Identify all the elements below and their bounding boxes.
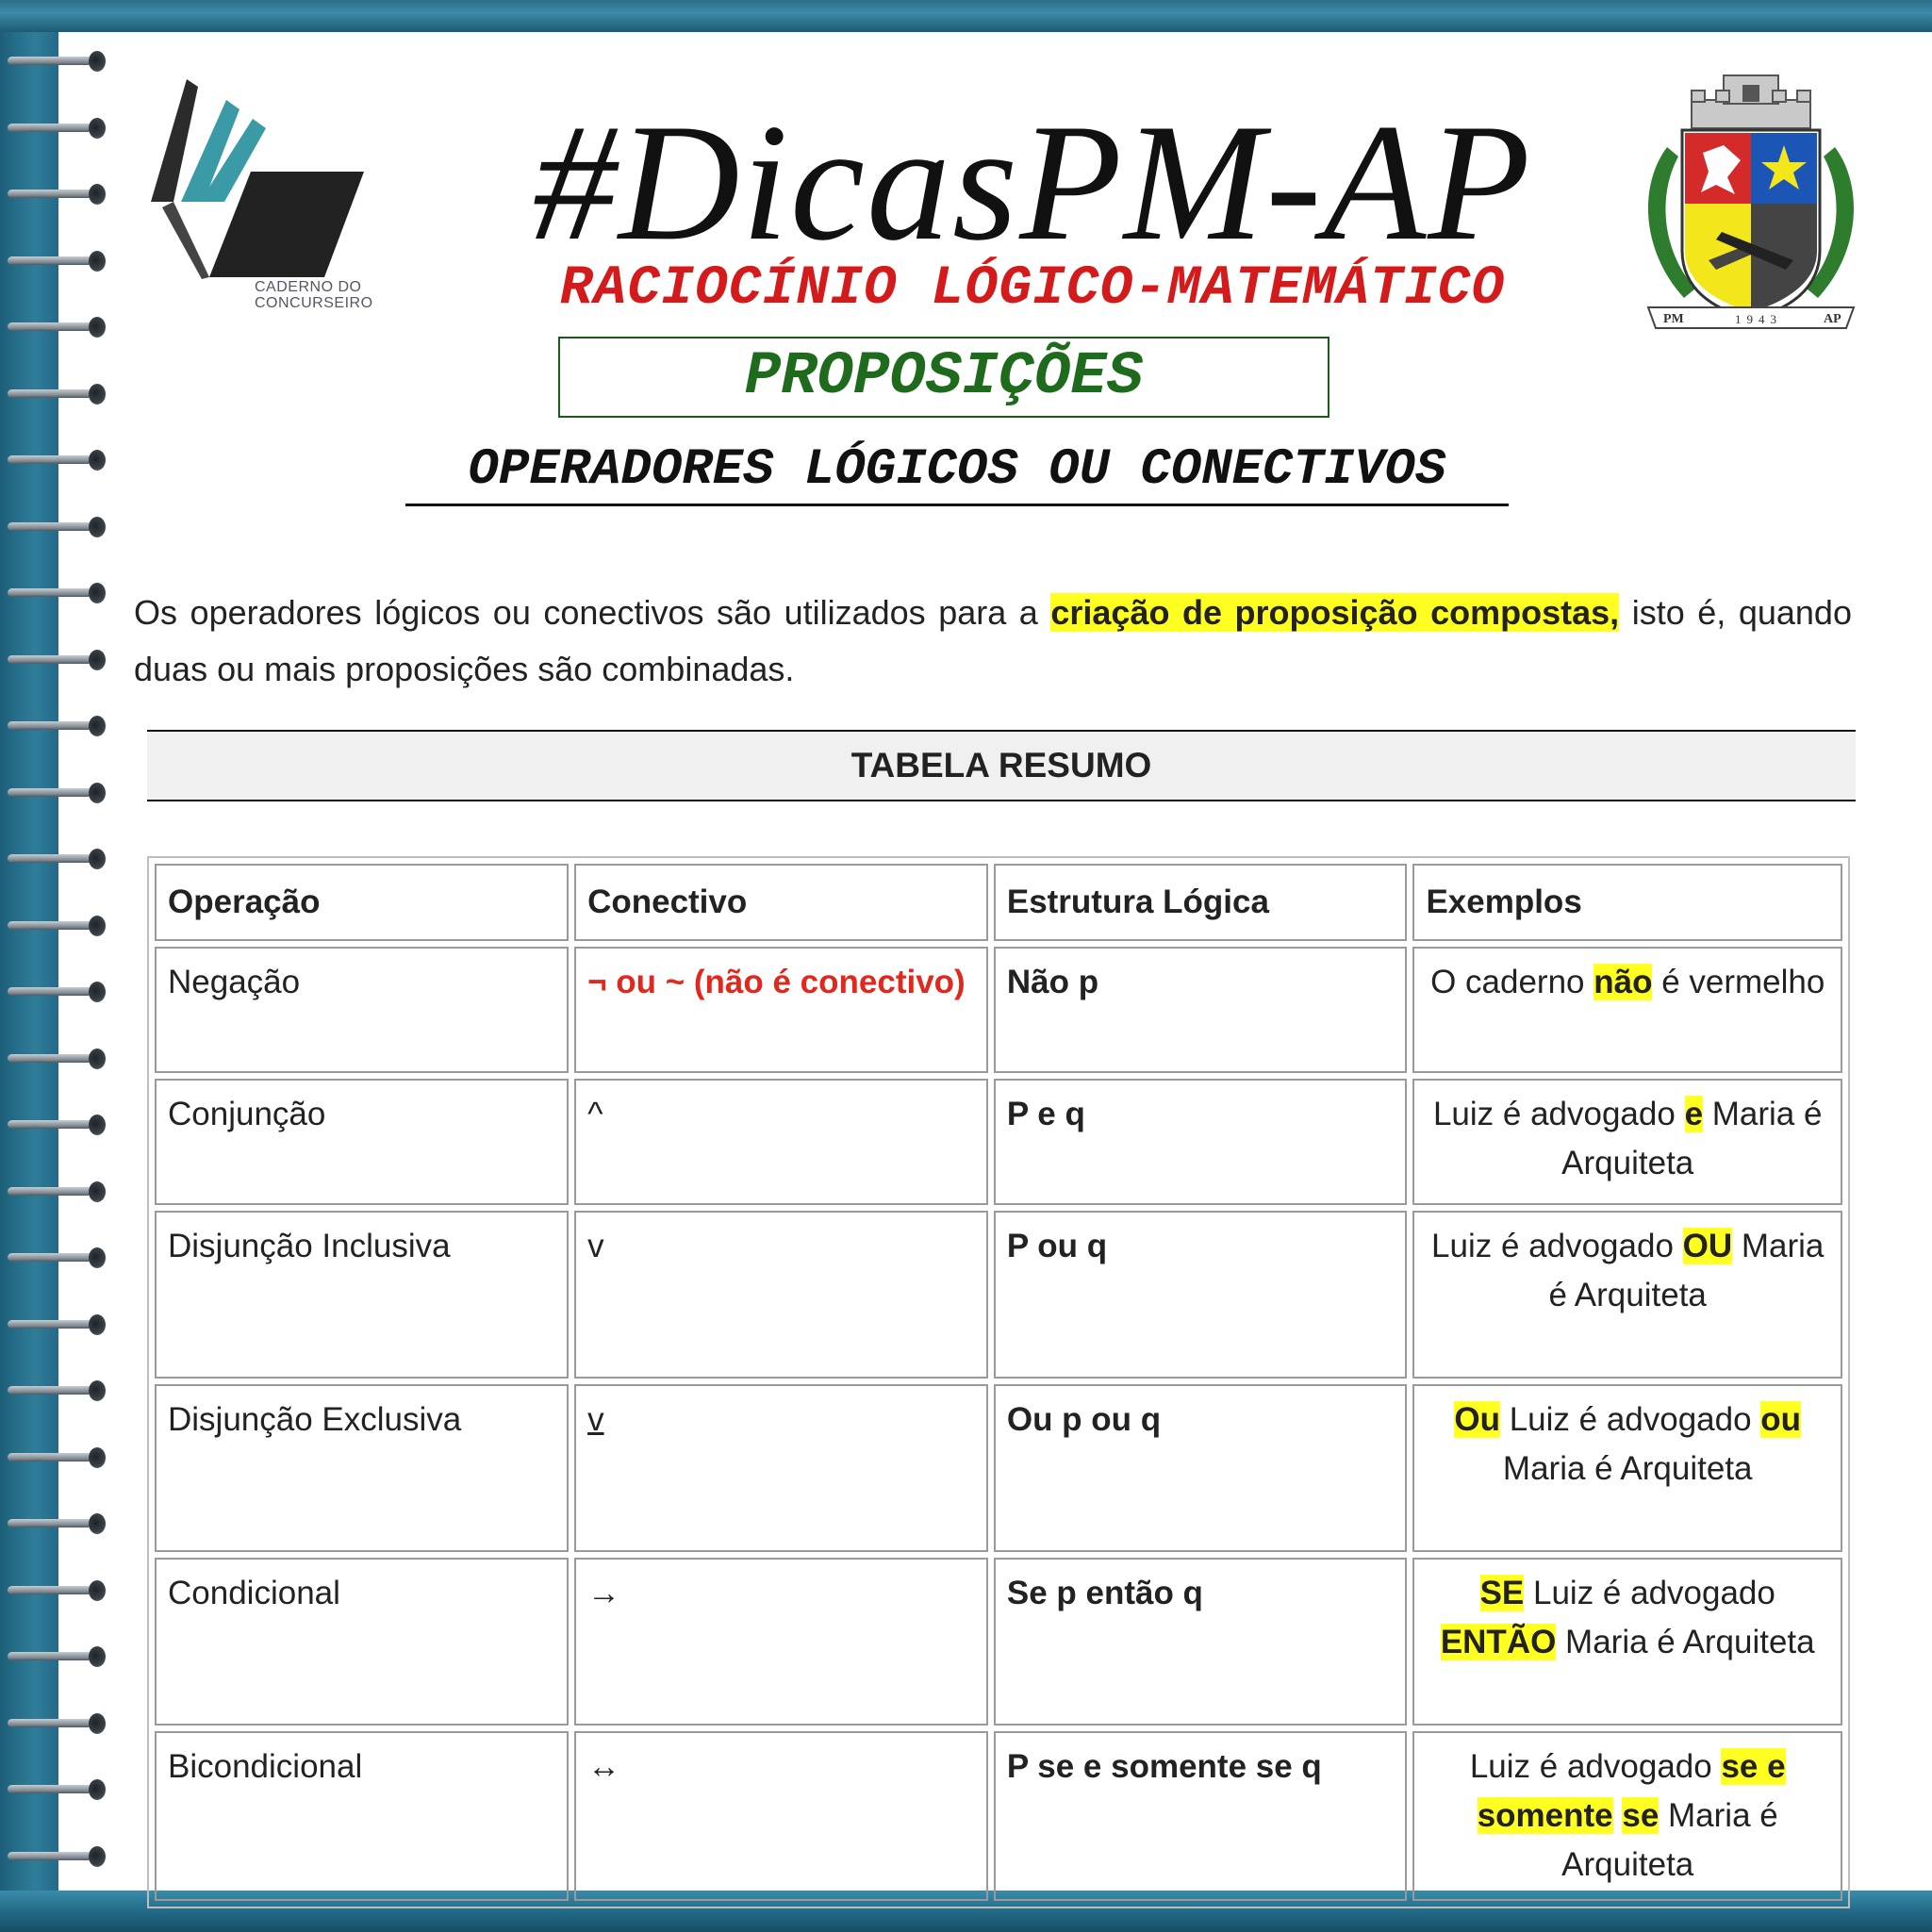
- ring-hole: [89, 517, 106, 537]
- ring-hole: [89, 184, 106, 205]
- ring-hole: [89, 384, 106, 405]
- ring-hole: [89, 1513, 106, 1534]
- table-header-row: [155, 864, 1842, 941]
- ring-wire: [8, 921, 92, 930]
- spiral-ring: [8, 1247, 98, 1268]
- operation-cell: Negação: [155, 947, 569, 1073]
- example-cell: [1412, 1384, 1842, 1552]
- ring-hole: [89, 916, 106, 936]
- ring-wire: [8, 1852, 92, 1860]
- ring-wire: [8, 256, 92, 265]
- example-text: Maria é Arquiteta: [1561, 1797, 1778, 1883]
- ring-hole: [89, 650, 106, 670]
- notebook-page: [113, 32, 1932, 1891]
- ring-wire: [8, 1785, 92, 1793]
- summary-table-title-bar: [147, 730, 1856, 801]
- example-highlight: Ou: [1454, 1401, 1500, 1438]
- structure-cell: Não p: [994, 947, 1408, 1073]
- connective-cell: v: [574, 1211, 988, 1379]
- spiral-ring: [8, 583, 98, 603]
- ring-hole: [89, 1447, 106, 1468]
- spiral-ring: [8, 51, 98, 72]
- emblem-right-label: AP: [1824, 312, 1841, 326]
- caderno-do-concurseiro-logo: [140, 60, 375, 296]
- ring-wire: [8, 1652, 92, 1660]
- spiral-ring: [8, 450, 98, 471]
- ring-hole: [89, 1247, 106, 1268]
- spiral-binding: [0, 38, 113, 1886]
- spiral-ring: [8, 1646, 98, 1667]
- ring-hole: [89, 450, 106, 471]
- ring-wire: [8, 1719, 92, 1727]
- example-text: [1613, 1797, 1623, 1834]
- ring-hole: [89, 1580, 106, 1601]
- example-text: Luiz é advogado: [1499, 1401, 1761, 1438]
- connective-cell: ↔: [574, 1731, 988, 1901]
- example-cell: [1412, 1731, 1842, 1901]
- ring-hole: [89, 1314, 106, 1335]
- example-cell: [1412, 947, 1842, 1073]
- ring-wire: [8, 1120, 92, 1129]
- connective-cell: →: [574, 1558, 988, 1726]
- spiral-ring: [8, 1314, 98, 1335]
- structure-cell: P ou q: [994, 1211, 1408, 1379]
- spiral-ring: [8, 184, 98, 205]
- example-text: Maria é Arquiteta: [1556, 1624, 1815, 1660]
- ring-hole: [89, 1779, 106, 1800]
- spiral-ring: [8, 1115, 98, 1135]
- example-highlight: OU: [1682, 1228, 1733, 1264]
- ring-wire: [8, 1054, 92, 1063]
- spiral-ring: [8, 517, 98, 537]
- table-row: [155, 1211, 1842, 1379]
- ring-wire: [8, 1586, 92, 1594]
- intro-text-start: Os operadores lógicos ou conectivos são utilizados para a: [134, 593, 1051, 632]
- topic-title: PROPOSIÇÕES: [744, 343, 1144, 411]
- table-row: [155, 947, 1842, 1073]
- page-title: #DicasPM-AP: [532, 89, 1532, 275]
- spiral-ring: [8, 251, 98, 272]
- spiral-ring: [8, 1049, 98, 1069]
- ring-wire: [8, 987, 92, 996]
- example-text: Luiz é advogado: [1431, 1228, 1683, 1264]
- example-text: Luiz é advogado: [1432, 1096, 1685, 1132]
- example-highlight: se: [1622, 1797, 1660, 1834]
- ring-hole: [89, 849, 106, 869]
- spiral-ring: [8, 1513, 98, 1534]
- emblem-year: 1943: [1735, 312, 1782, 326]
- ring-hole: [89, 1181, 106, 1202]
- ring-wire: [8, 1453, 92, 1461]
- ring-wire: [8, 854, 92, 863]
- example-cell: [1412, 1558, 1842, 1726]
- ring-hole: [89, 1115, 106, 1135]
- spiral-ring: [8, 384, 98, 405]
- ring-hole: [89, 1380, 106, 1401]
- ring-wire: [8, 455, 92, 464]
- spiral-ring: [8, 1713, 98, 1734]
- ring-hole: [89, 51, 106, 72]
- connective-cell: ¬ ou ~ (não é conectivo): [574, 947, 988, 1073]
- spiral-ring: [8, 1181, 98, 1202]
- operators-summary-table: [147, 856, 1850, 1908]
- example-highlight: ENTÃO: [1440, 1624, 1557, 1660]
- ring-wire: [8, 1253, 92, 1262]
- ring-hole: [89, 1646, 106, 1667]
- structure-cell: Se p então q: [994, 1558, 1408, 1726]
- example-text: Luiz é advogado: [1524, 1575, 1775, 1611]
- spiral-ring: [8, 716, 98, 736]
- subject-heading: RACIOCÍNIO LÓGICO-MATEMÁTICO: [559, 258, 1506, 320]
- ring-wire: [8, 389, 92, 398]
- example-cell: [1412, 1211, 1842, 1379]
- operation-cell: Condicional: [155, 1558, 569, 1726]
- example-cell: [1412, 1079, 1842, 1205]
- example-text: Maria é Arquiteta: [1502, 1450, 1753, 1487]
- structure-cell: Ou p ou q: [994, 1384, 1408, 1552]
- spiral-ring: [8, 1380, 98, 1401]
- ring-hole: [89, 716, 106, 736]
- spiral-ring: [8, 650, 98, 670]
- ring-wire: [8, 190, 92, 198]
- example-highlight: e: [1684, 1096, 1704, 1132]
- operation-cell: Disjunção Inclusiva: [155, 1211, 569, 1379]
- table-row: [155, 1558, 1842, 1726]
- header-structure: Estrutura Lógica: [994, 864, 1408, 941]
- topic-box: [558, 337, 1329, 418]
- example-text: O caderno: [1430, 964, 1594, 1000]
- spiral-ring: [8, 982, 98, 1002]
- spiral-ring: [8, 317, 98, 338]
- structure-cell: P se e somente se q: [994, 1731, 1408, 1901]
- header-operation: Operação: [155, 864, 569, 941]
- example-text: Maria é Arquiteta: [1561, 1096, 1823, 1181]
- ring-wire: [8, 655, 92, 664]
- ring-hole: [89, 118, 106, 139]
- header-connective: Conectivo: [574, 864, 988, 941]
- intro-highlight: criação de proposição compostas,: [1050, 593, 1620, 632]
- spiral-ring: [8, 849, 98, 869]
- example-text: Maria é Arquiteta: [1548, 1228, 1825, 1313]
- ring-hole: [89, 982, 106, 1002]
- header-examples: Exemplos: [1412, 864, 1842, 941]
- ring-wire: [8, 1386, 92, 1395]
- example-highlight: SE: [1479, 1575, 1525, 1611]
- spiral-ring: [8, 783, 98, 803]
- ring-wire: [8, 721, 92, 730]
- intro-paragraph: [134, 585, 1852, 698]
- emblem-left-label: PM: [1663, 312, 1684, 326]
- example-text: Luiz é advogado: [1469, 1748, 1722, 1785]
- operation-cell: Bicondicional: [155, 1731, 569, 1901]
- ring-wire: [8, 124, 92, 132]
- table-row: [155, 1384, 1842, 1552]
- ring-hole: [89, 1049, 106, 1069]
- ring-hole: [89, 1713, 106, 1734]
- structure-cell: P e q: [994, 1079, 1408, 1205]
- ring-wire: [8, 57, 92, 65]
- connective-cell: v: [574, 1384, 988, 1552]
- spiral-ring: [8, 118, 98, 139]
- ring-hole: [89, 317, 106, 338]
- example-highlight: não: [1593, 964, 1653, 1000]
- operation-cell: Conjunção: [155, 1079, 569, 1205]
- ring-wire: [8, 1519, 92, 1527]
- operation-cell: Disjunção Exclusiva: [155, 1384, 569, 1552]
- ring-wire: [8, 1187, 92, 1196]
- ring-hole: [89, 783, 106, 803]
- table-row: [155, 1731, 1842, 1901]
- ring-wire: [8, 588, 92, 597]
- logo-caption: CADERNO DO CONCURSEIRO: [255, 279, 373, 311]
- section-heading: OPERADORES LÓGICOS OU CONECTIVOS: [405, 438, 1509, 506]
- spiral-ring: [8, 1447, 98, 1468]
- connective-cell: ^: [574, 1079, 988, 1205]
- spiral-ring: [8, 1779, 98, 1800]
- spiral-ring: [8, 1580, 98, 1601]
- summary-table-title: TABELA RESUMO: [850, 746, 1152, 784]
- ring-wire: [8, 788, 92, 797]
- ring-wire: [8, 522, 92, 531]
- ring-hole: [89, 1846, 106, 1867]
- ring-wire: [8, 322, 92, 331]
- ring-hole: [89, 583, 106, 603]
- example-highlight: se e somente: [1477, 1748, 1786, 1834]
- spiral-ring: [8, 916, 98, 936]
- spiral-ring: [8, 1846, 98, 1867]
- ring-hole: [89, 251, 106, 272]
- table-row: [155, 1079, 1842, 1205]
- example-highlight: ou: [1760, 1401, 1802, 1438]
- notebook-top-border: [0, 0, 1932, 32]
- example-text: é vermelho: [1652, 964, 1825, 1000]
- intro-text-end: isto é, quando duas ou mais proposições são combinadas.: [134, 593, 1852, 688]
- ring-wire: [8, 1320, 92, 1329]
